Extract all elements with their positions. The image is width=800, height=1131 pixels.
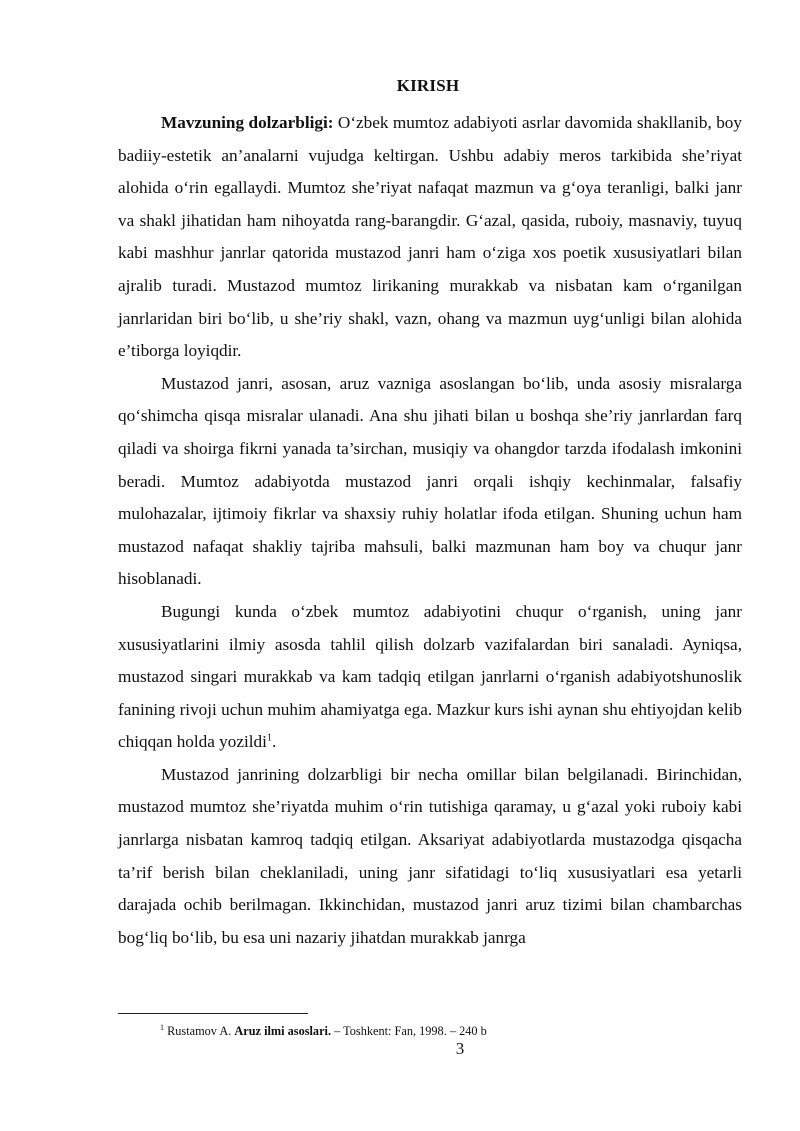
paragraph-lead: Mavzuning dolzarbligi: [161,113,334,132]
paragraph-3-text: Bugungi kunda o‘zbek mumtoz adabiyotini chuqur o‘rganish, uning janr xususiyatlarini ilmiy asosda tahlil qilish dolzarb vazifalardan biri sanaladi. Ayniqsa, mustazod singari murakkab va kam tadqiq etilgan janrlarni o‘rganish adabiyotshunoslik fanining rivoji uchun muhim ahamiyatga ega. Mazkur kurs ishi aynan shu ehtiyojdan kelib chiqqan holda yozildi [118,601,742,752]
paragraph-1-text: O‘zbek mumtoz adabiyoti asrlar davomida shakllanib, boy badiiy-estetik an’analarni vujudga keltirgan. Ushbu adabiy meros tarkibida she’riyat alohida o‘rin egallaydi. Mumtoz she’riyat nafaqat mazmun va g‘oya teranligi, balki janr va shakl jihatidan ham nihoyatda rang-barangdir. G‘azal, qasida, ruboiy, masnaviy, tuyuq kabi mashhur janrlar qatorida mustazod janri ham o‘ziga xos poetik xususiyatlari bilan ajralib turadi. Mustazod mumtoz lirikaning murakkab va nisbatan kam o‘rganilgan janrlaridan biri bo‘lib, u she’riy shakl, vazn, ohang va mazmun uyg‘unligi bilan alohida e’tiborga loyiqdir. [118,113,742,361]
paragraph-3-end: . [271,732,277,752]
section-heading: KIRISH [396,76,460,95]
footnote [160,1020,740,1039]
body-text [118,107,742,954]
footnote-publication: – Toshkent: Fan, 1998. – 240 b [331,1024,487,1039]
footnote-reference[interactable]: 1 [266,732,272,744]
page-number: 3 [455,1039,465,1058]
paragraph-3 [118,596,742,759]
footnote-separator [118,1013,308,1014]
paragraph-1 [118,107,742,368]
footnote-book-title: Aruz ilmi asoslari. [234,1024,332,1039]
footnote-number: 1 [160,1023,164,1032]
footnote-author: Rustamov A. [164,1024,235,1039]
paragraph-2: Mustazod janri, asosan, aruz vazniga asoslangan bo‘lib, unda asosiy misralarga qo‘shimcha qisqa misralar ulanadi. Ana shu jihati bilan u boshqa she’riy janrlardan farq qiladi va shoirga fikrni yanada ta’sirchan, musiqiy va ohangdor tarzda ifodalash imkonini beradi. Mumtoz adabiyotda mustazod janri orqali ishqiy kechinmalar, falsafiy mulohazalar, ijtimoiy fikrlar va shaxsiy ruhiy holatlar ifoda etilgan. Shuning uchun ham mustazod nafaqat shakliy tajriba mahsuli, balki mazmunan ham boy va chuqur janr hisoblanadi. [118,373,742,589]
paragraph-4: Mustazod janrining dolzarbligi bir necha omillar bilan belgilanadi. Birinchidan, mustazod mumtoz she’riyatda muhim o‘rin tutishiga qaramay, u g‘azal yoki ruboiy kabi janrlarga nisbatan kamroq tadqiq etilgan. Aksariyat adabiyotlarda mustazodga qisqacha ta’rif berish bilan cheklaniladi, uning janr sifatidagi to‘liq xususiyatlari esa yetarli darajada ochib berilmagan. Ikkinchidan, mustazod janri aruz tizimi bilan chambarchas bog‘liq bo‘lib, bu esa uni nazariy jihatdan murakkab janrga [118,764,742,947]
